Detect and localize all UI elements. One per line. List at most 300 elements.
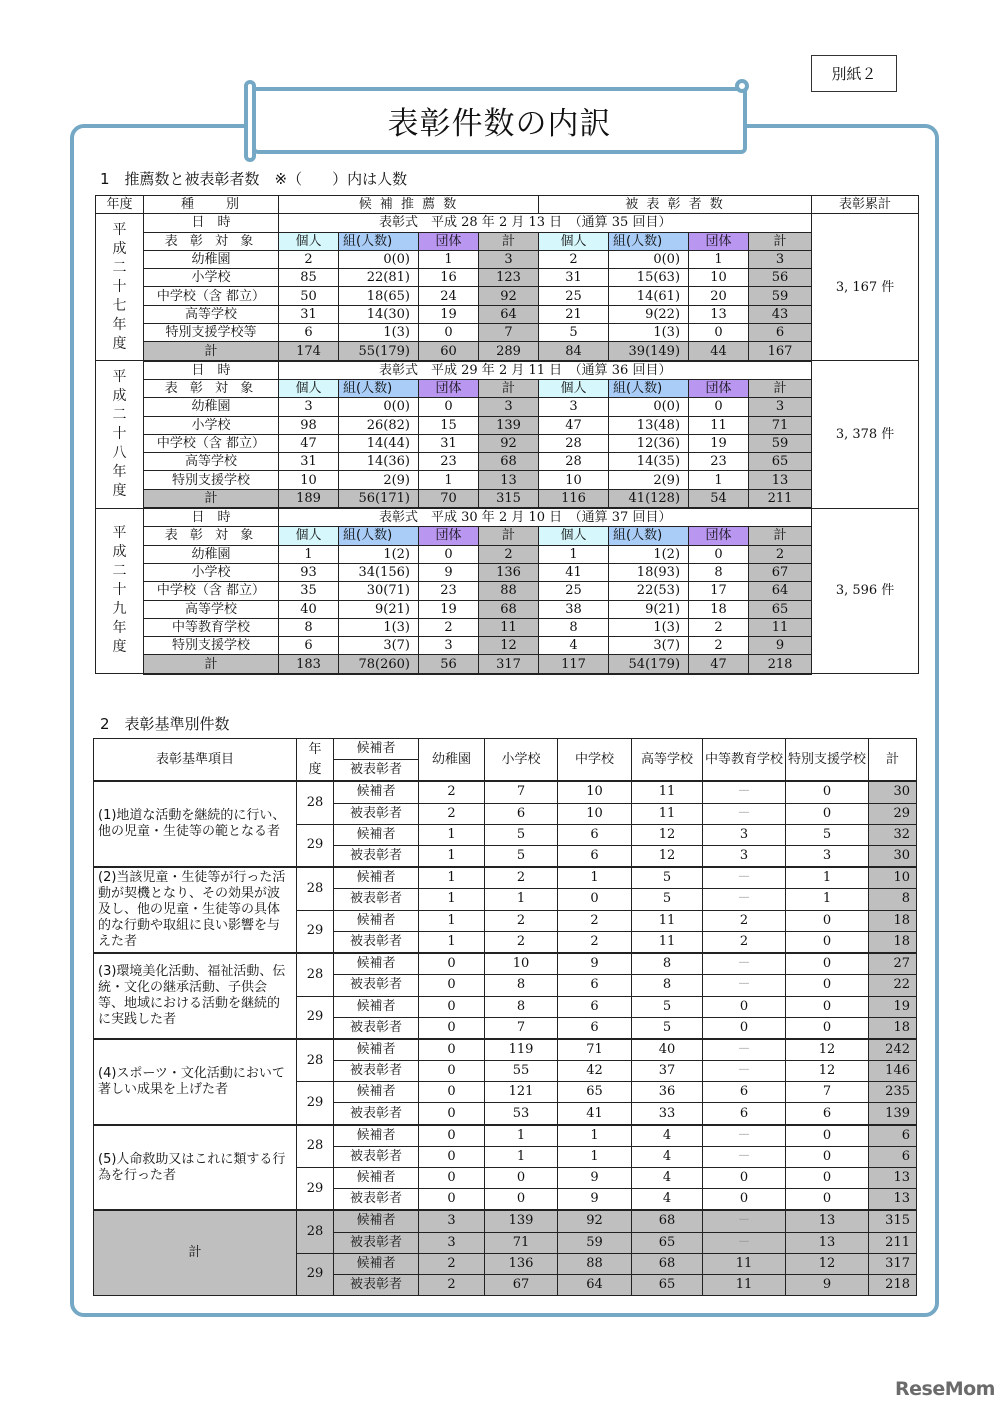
school-row bbox=[96, 305, 919, 323]
recipient-type: 候補者 bbox=[334, 781, 419, 803]
count-cell: 0 bbox=[485, 1189, 558, 1211]
count-cell: 64 bbox=[558, 1274, 632, 1295]
school-type: 高等学校 bbox=[144, 600, 279, 618]
candidate-total-subtotal: 317 bbox=[479, 655, 539, 674]
school-row bbox=[96, 453, 919, 471]
awardee-subtotal: 59 bbox=[749, 434, 812, 452]
awardee-individual: 31 bbox=[539, 269, 609, 287]
count-cell: 1 bbox=[558, 867, 632, 889]
recipient-type: 候補者 bbox=[334, 1253, 419, 1274]
recipient-type: 被表彰者 bbox=[334, 803, 419, 824]
awardee-subtotal: 64 bbox=[749, 582, 812, 600]
candidate-subtotal: 68 bbox=[479, 600, 539, 618]
candidate-group: 14(30) bbox=[339, 305, 419, 323]
awardee-organization: 19 bbox=[689, 434, 749, 452]
count-cell: 0 bbox=[419, 953, 485, 975]
candidate-subtotal: 68 bbox=[479, 453, 539, 471]
candidate-individual: 31 bbox=[279, 453, 339, 471]
awardee-individual: 3 bbox=[539, 398, 609, 416]
count-cell: 9 bbox=[786, 1274, 869, 1295]
count-cell: 13 bbox=[786, 1232, 869, 1253]
candidate-total-subtotal: 315 bbox=[479, 489, 539, 508]
count-cell: 6 bbox=[485, 803, 558, 824]
count-cell: － bbox=[703, 1232, 786, 1253]
count-cell: 4 bbox=[632, 1125, 703, 1147]
count-cell: 8 bbox=[485, 975, 558, 996]
count-cell: 65 bbox=[632, 1274, 703, 1295]
count-cell: 2 bbox=[485, 910, 558, 931]
resemom-logo: ReseMom bbox=[895, 1378, 995, 1400]
count-cell: － bbox=[703, 867, 786, 889]
criteria-item: (1)地道な活動を継続的に行い、他の児童・生徒等の範となる者 bbox=[94, 781, 297, 867]
count-cell: 0 bbox=[419, 1017, 485, 1039]
count-cell: 68 bbox=[632, 1253, 703, 1274]
awardee-subtotal: 9 bbox=[749, 637, 812, 655]
candidate-individual: 35 bbox=[279, 582, 339, 600]
awardee-group: 1(3) bbox=[609, 324, 689, 342]
count-cell: － bbox=[703, 1061, 786, 1082]
count-cell: 5 bbox=[632, 996, 703, 1017]
count-cell: 2 bbox=[419, 803, 485, 824]
row-label-date: 日 時 bbox=[144, 361, 279, 380]
count-cell: 0 bbox=[703, 1017, 786, 1039]
candidate-subtotal: 11 bbox=[479, 618, 539, 636]
school-row bbox=[96, 324, 919, 342]
row-total: 146 bbox=[869, 1061, 917, 1082]
count-cell: 71 bbox=[558, 1039, 632, 1061]
count-cell: 5 bbox=[632, 1017, 703, 1039]
awardee-group: 1(3) bbox=[609, 618, 689, 636]
grand-total-row bbox=[94, 1210, 917, 1232]
awardee-individual: 10 bbox=[539, 471, 609, 489]
recipient-type: 被表彰者 bbox=[334, 1017, 419, 1039]
candidate-subtotal: 2 bbox=[479, 545, 539, 563]
count-cell: － bbox=[703, 1039, 786, 1061]
row-label-date: 日 時 bbox=[144, 508, 279, 527]
candidate-organization: 9 bbox=[419, 563, 479, 581]
count-cell: 88 bbox=[558, 1253, 632, 1274]
recipient-type: 候補者 bbox=[334, 1082, 419, 1103]
awardee-group: 12(36) bbox=[609, 434, 689, 452]
count-cell: 12 bbox=[632, 824, 703, 845]
candidate-total-subtotal: 289 bbox=[479, 342, 539, 361]
fiscal-year: 29 bbox=[297, 910, 334, 953]
awardee-total-individual: 117 bbox=[539, 655, 609, 674]
candidate-organization: 31 bbox=[419, 434, 479, 452]
count-cell: 2 bbox=[485, 931, 558, 953]
count-cell: 11 bbox=[632, 910, 703, 931]
awardee-organization: 10 bbox=[689, 269, 749, 287]
count-cell: 0 bbox=[786, 803, 869, 824]
candidate-organization: 19 bbox=[419, 600, 479, 618]
candidate-individual: 93 bbox=[279, 563, 339, 581]
count-cell: 65 bbox=[632, 1232, 703, 1253]
ceremony-date: 表彰式 平成 30 年 2 月 10 日 （通算 37 回目） bbox=[279, 508, 812, 527]
count-cell: 71 bbox=[485, 1232, 558, 1253]
row-total: 18 bbox=[869, 931, 917, 953]
candidate-organization: 16 bbox=[419, 269, 479, 287]
school-type: 中学校（含 都立） bbox=[144, 287, 279, 305]
candidate-subtotal: 13 bbox=[479, 471, 539, 489]
awardee-total-subtotal: 167 bbox=[749, 342, 812, 361]
count-cell: 40 bbox=[632, 1039, 703, 1061]
criteria-item: (3)環境美化活動、福祉活動、伝統・文化の継承活動、子供会等、地域における活動を継続的に実践した者 bbox=[94, 953, 297, 1039]
candidate-individual: 47 bbox=[279, 434, 339, 452]
count-cell: 0 bbox=[786, 910, 869, 931]
fiscal-year: 28 bbox=[297, 1125, 334, 1168]
candidate-subtotal: 92 bbox=[479, 287, 539, 305]
school-row bbox=[96, 618, 919, 636]
count-cell: 0 bbox=[419, 996, 485, 1017]
candidate-subtotal: 7 bbox=[479, 324, 539, 342]
page-title: 表彰件数の内訳 bbox=[387, 106, 612, 142]
candidate-total-individual: 183 bbox=[279, 655, 339, 674]
candidate-group: 18(65) bbox=[339, 287, 419, 305]
count-cell: 0 bbox=[786, 1168, 869, 1189]
count-cell: 11 bbox=[632, 781, 703, 803]
count-cell: － bbox=[703, 889, 786, 910]
count-cell: 2 bbox=[703, 910, 786, 931]
school-type: 中等教育学校 bbox=[144, 618, 279, 636]
subheader-individual: 個人 bbox=[279, 232, 339, 250]
count-cell: 12 bbox=[786, 1039, 869, 1061]
candidate-organization: 0 bbox=[419, 324, 479, 342]
header-awardees: 被 表 彰 者 数 bbox=[539, 196, 812, 214]
awardee-individual: 1 bbox=[539, 545, 609, 563]
count-cell: 37 bbox=[632, 1061, 703, 1082]
row-total: 6 bbox=[869, 1146, 917, 1167]
count-cell: 139 bbox=[485, 1210, 558, 1232]
candidate-organization: 1 bbox=[419, 250, 479, 268]
school-type: 中学校（含 都立） bbox=[144, 582, 279, 600]
school-row bbox=[96, 471, 919, 489]
count-cell: 11 bbox=[703, 1253, 786, 1274]
school-row bbox=[96, 545, 919, 563]
row-total: 235 bbox=[869, 1082, 917, 1103]
count-cell: 2 bbox=[419, 781, 485, 803]
awardee-total-organization: 47 bbox=[689, 655, 749, 674]
count-cell: 11 bbox=[632, 803, 703, 824]
row-total: 242 bbox=[869, 1039, 917, 1061]
awardee-organization: 20 bbox=[689, 287, 749, 305]
recipient-type: 被表彰者 bbox=[334, 1061, 419, 1082]
cumulative-count: 3, 596 件 bbox=[812, 508, 919, 674]
subheader-group: 組(人数) bbox=[339, 379, 419, 397]
count-cell: － bbox=[703, 1210, 786, 1232]
row-total: 18 bbox=[869, 1017, 917, 1039]
fiscal-year-label: 平成二十八年度 bbox=[96, 361, 144, 508]
count-cell: 11 bbox=[703, 1274, 786, 1295]
fiscal-year: 29 bbox=[297, 824, 334, 867]
awardee-organization: 1 bbox=[689, 471, 749, 489]
candidate-subtotal: 123 bbox=[479, 269, 539, 287]
school-row bbox=[96, 582, 919, 600]
school-type: 特別支援学校 bbox=[144, 471, 279, 489]
recipient-type: 候補者 bbox=[334, 1210, 419, 1232]
count-cell: 12 bbox=[632, 845, 703, 867]
awardee-subtotal: 65 bbox=[749, 453, 812, 471]
count-cell: 68 bbox=[632, 1210, 703, 1232]
count-cell: 9 bbox=[558, 1168, 632, 1189]
recipient-type: 候補者 bbox=[334, 1125, 419, 1147]
candidate-group: 3(7) bbox=[339, 637, 419, 655]
school-type: 幼稚園 bbox=[144, 250, 279, 268]
row-total: 18 bbox=[869, 910, 917, 931]
awardee-organization: 2 bbox=[689, 637, 749, 655]
fiscal-year: 29 bbox=[297, 1168, 334, 1211]
count-cell: 41 bbox=[558, 1103, 632, 1125]
count-cell: 1 bbox=[786, 867, 869, 889]
awardee-individual: 25 bbox=[539, 287, 609, 305]
candidate-total-group: 55(179) bbox=[339, 342, 419, 361]
school-type: 高等学校 bbox=[144, 453, 279, 471]
subheader-subtotal: 計 bbox=[749, 379, 812, 397]
count-cell: 67 bbox=[485, 1274, 558, 1295]
awardee-subtotal: 2 bbox=[749, 545, 812, 563]
awardee-organization: 8 bbox=[689, 563, 749, 581]
subheader-organization: 団体 bbox=[419, 232, 479, 250]
school-type: 幼稚園 bbox=[144, 398, 279, 416]
criteria-row bbox=[94, 781, 917, 803]
row-total: 13 bbox=[869, 1189, 917, 1211]
candidate-organization: 15 bbox=[419, 416, 479, 434]
header-item: 表彰基準項目 bbox=[94, 739, 297, 782]
row-total: 22 bbox=[869, 975, 917, 996]
count-cell: 1 bbox=[485, 889, 558, 910]
header-candidate: 候補者 bbox=[334, 739, 419, 760]
awardee-total-subtotal: 211 bbox=[749, 489, 812, 508]
count-cell: 55 bbox=[485, 1061, 558, 1082]
candidate-organization: 23 bbox=[419, 582, 479, 600]
candidate-subtotal: 139 bbox=[479, 416, 539, 434]
header-awardee: 被表彰者 bbox=[334, 760, 419, 782]
candidate-group: 2(9) bbox=[339, 471, 419, 489]
count-cell: 1 bbox=[419, 910, 485, 931]
recipient-type: 被表彰者 bbox=[334, 1232, 419, 1253]
row-label-target: 表 彰 対 象 bbox=[144, 379, 279, 397]
count-cell: 0 bbox=[419, 1189, 485, 1211]
candidate-group: 1(3) bbox=[339, 324, 419, 342]
school-type: 特別支援学校等 bbox=[144, 324, 279, 342]
count-cell: － bbox=[703, 953, 786, 975]
awardee-group: 0(0) bbox=[609, 398, 689, 416]
candidate-total-individual: 174 bbox=[279, 342, 339, 361]
recipient-type: 被表彰者 bbox=[334, 1189, 419, 1211]
count-cell: 2 bbox=[558, 931, 632, 953]
candidate-group: 1(3) bbox=[339, 618, 419, 636]
criteria-row bbox=[94, 1039, 917, 1061]
row-label-total: 計 bbox=[144, 655, 279, 674]
candidate-individual: 50 bbox=[279, 287, 339, 305]
candidate-total-individual: 189 bbox=[279, 489, 339, 508]
nomination-table bbox=[95, 195, 919, 675]
awardee-organization: 18 bbox=[689, 600, 749, 618]
candidate-group: 0(0) bbox=[339, 398, 419, 416]
awardee-subtotal: 59 bbox=[749, 287, 812, 305]
row-total: 6 bbox=[869, 1125, 917, 1147]
candidate-individual: 10 bbox=[279, 471, 339, 489]
candidate-total-group: 56(171) bbox=[339, 489, 419, 508]
count-cell: 5 bbox=[786, 824, 869, 845]
row-total: 13 bbox=[869, 1168, 917, 1189]
school-row bbox=[96, 398, 919, 416]
count-cell: 0 bbox=[786, 1125, 869, 1147]
count-cell: 2 bbox=[419, 1253, 485, 1274]
candidate-individual: 6 bbox=[279, 324, 339, 342]
count-cell: 2 bbox=[485, 867, 558, 889]
count-cell: 2 bbox=[419, 1274, 485, 1295]
criteria-table bbox=[93, 738, 917, 1296]
awardee-group: 9(22) bbox=[609, 305, 689, 323]
awardee-organization: 13 bbox=[689, 305, 749, 323]
row-total: 10 bbox=[869, 867, 917, 889]
fiscal-year: 28 bbox=[297, 867, 334, 910]
count-cell: 8 bbox=[632, 975, 703, 996]
count-cell: 1 bbox=[558, 1125, 632, 1147]
count-cell: 0 bbox=[786, 1017, 869, 1039]
candidate-organization: 0 bbox=[419, 545, 479, 563]
criteria-row bbox=[94, 867, 917, 889]
recipient-type: 候補者 bbox=[334, 1168, 419, 1189]
recipient-type: 被表彰者 bbox=[334, 845, 419, 867]
awardee-organization: 0 bbox=[689, 545, 749, 563]
count-cell: 12 bbox=[786, 1253, 869, 1274]
candidate-subtotal: 3 bbox=[479, 398, 539, 416]
row-label-date: 日 時 bbox=[144, 214, 279, 232]
candidate-organization: 24 bbox=[419, 287, 479, 305]
count-cell: 4 bbox=[632, 1168, 703, 1189]
awardee-group: 14(61) bbox=[609, 287, 689, 305]
criteria-item: (5)人命救助又はこれに類する行為を行った者 bbox=[94, 1125, 297, 1211]
count-cell: 0 bbox=[419, 1103, 485, 1125]
count-cell: 1 bbox=[419, 845, 485, 867]
count-cell: 0 bbox=[786, 931, 869, 953]
count-cell: 119 bbox=[485, 1039, 558, 1061]
count-cell: 6 bbox=[558, 975, 632, 996]
count-cell: － bbox=[703, 781, 786, 803]
count-cell: 0 bbox=[786, 1189, 869, 1211]
candidate-subtotal: 12 bbox=[479, 637, 539, 655]
count-cell: 3 bbox=[419, 1232, 485, 1253]
fiscal-year: 28 bbox=[297, 953, 334, 996]
school-type: 小学校 bbox=[144, 269, 279, 287]
count-cell: 4 bbox=[632, 1146, 703, 1167]
candidate-individual: 3 bbox=[279, 398, 339, 416]
header-total: 計 bbox=[869, 739, 917, 782]
count-cell: 136 bbox=[485, 1253, 558, 1274]
subheader-group: 組(人数) bbox=[609, 527, 689, 545]
header-candidates: 候 補 推 薦 数 bbox=[279, 196, 539, 214]
fiscal-year: 29 bbox=[297, 996, 334, 1039]
subheader-organization: 団体 bbox=[419, 527, 479, 545]
count-cell: 0 bbox=[419, 1061, 485, 1082]
recipient-type: 被表彰者 bbox=[334, 889, 419, 910]
subheader-organization: 団体 bbox=[689, 379, 749, 397]
count-cell: 1 bbox=[419, 889, 485, 910]
awardee-total-group: 39(149) bbox=[609, 342, 689, 361]
awardee-total-individual: 116 bbox=[539, 489, 609, 508]
count-cell: 6 bbox=[558, 845, 632, 867]
subheader-group: 組(人数) bbox=[609, 379, 689, 397]
recipient-type: 候補者 bbox=[334, 824, 419, 845]
school-row bbox=[96, 563, 919, 581]
fiscal-year: 29 bbox=[297, 1082, 334, 1125]
awardee-total-subtotal: 218 bbox=[749, 655, 812, 674]
awardee-total-individual: 84 bbox=[539, 342, 609, 361]
count-cell: 65 bbox=[558, 1082, 632, 1103]
candidate-organization: 0 bbox=[419, 398, 479, 416]
awardee-total-organization: 54 bbox=[689, 489, 749, 508]
candidate-organization: 1 bbox=[419, 471, 479, 489]
count-cell: 53 bbox=[485, 1103, 558, 1125]
count-cell: 7 bbox=[485, 1017, 558, 1039]
candidate-organization: 2 bbox=[419, 618, 479, 636]
candidate-organization: 23 bbox=[419, 453, 479, 471]
awardee-organization: 1 bbox=[689, 250, 749, 268]
awardee-organization: 2 bbox=[689, 618, 749, 636]
candidate-group: 26(82) bbox=[339, 416, 419, 434]
candidate-organization: 19 bbox=[419, 305, 479, 323]
criteria-item: (4)スポーツ・文化活動において著しい成果を上げた者 bbox=[94, 1039, 297, 1125]
awardee-organization: 23 bbox=[689, 453, 749, 471]
header-secondary: 中等教育学校 bbox=[703, 739, 786, 782]
subheader-individual: 個人 bbox=[539, 232, 609, 250]
count-cell: 0 bbox=[786, 996, 869, 1017]
header-high-school: 高等学校 bbox=[632, 739, 703, 782]
count-cell: 13 bbox=[786, 1210, 869, 1232]
school-row bbox=[96, 416, 919, 434]
count-cell: 3 bbox=[786, 845, 869, 867]
candidate-subtotal: 136 bbox=[479, 563, 539, 581]
count-cell: 3 bbox=[703, 824, 786, 845]
awardee-group: 2(9) bbox=[609, 471, 689, 489]
awardee-subtotal: 56 bbox=[749, 269, 812, 287]
awardee-subtotal: 71 bbox=[749, 416, 812, 434]
header-category: 種 別 bbox=[144, 196, 279, 214]
count-cell: 9 bbox=[558, 953, 632, 975]
awardee-group: 14(35) bbox=[609, 453, 689, 471]
awardee-subtotal: 6 bbox=[749, 324, 812, 342]
school-row bbox=[96, 434, 919, 452]
criteria-row bbox=[94, 953, 917, 975]
count-cell: 42 bbox=[558, 1061, 632, 1082]
candidate-total-group: 78(260) bbox=[339, 655, 419, 674]
awardee-individual: 28 bbox=[539, 453, 609, 471]
awardee-total-group: 41(128) bbox=[609, 489, 689, 508]
criteria-item: (2)当該児童・生徒等が行った活動が契機となり、その効果が波及し、他の児童・生徒等の具体的な行動や取組に良い影響を与えた者 bbox=[94, 867, 297, 953]
candidate-subtotal: 88 bbox=[479, 582, 539, 600]
awardee-individual: 25 bbox=[539, 582, 609, 600]
count-cell: 6 bbox=[558, 996, 632, 1017]
recipient-type: 被表彰者 bbox=[334, 1146, 419, 1167]
candidate-individual: 1 bbox=[279, 545, 339, 563]
row-total: 218 bbox=[869, 1274, 917, 1295]
cumulative-count: 3, 378 件 bbox=[812, 361, 919, 508]
awardee-group: 0(0) bbox=[609, 250, 689, 268]
count-cell: 1 bbox=[786, 889, 869, 910]
count-cell: 8 bbox=[632, 953, 703, 975]
count-cell: 0 bbox=[419, 1125, 485, 1147]
candidate-group: 34(156) bbox=[339, 563, 419, 581]
row-total: 32 bbox=[869, 824, 917, 845]
count-cell: － bbox=[703, 803, 786, 824]
count-cell: 6 bbox=[558, 824, 632, 845]
candidate-organization: 3 bbox=[419, 637, 479, 655]
count-cell: 1 bbox=[485, 1125, 558, 1147]
school-type: 特別支援学校 bbox=[144, 637, 279, 655]
subheader-individual: 個人 bbox=[539, 527, 609, 545]
candidate-individual: 6 bbox=[279, 637, 339, 655]
